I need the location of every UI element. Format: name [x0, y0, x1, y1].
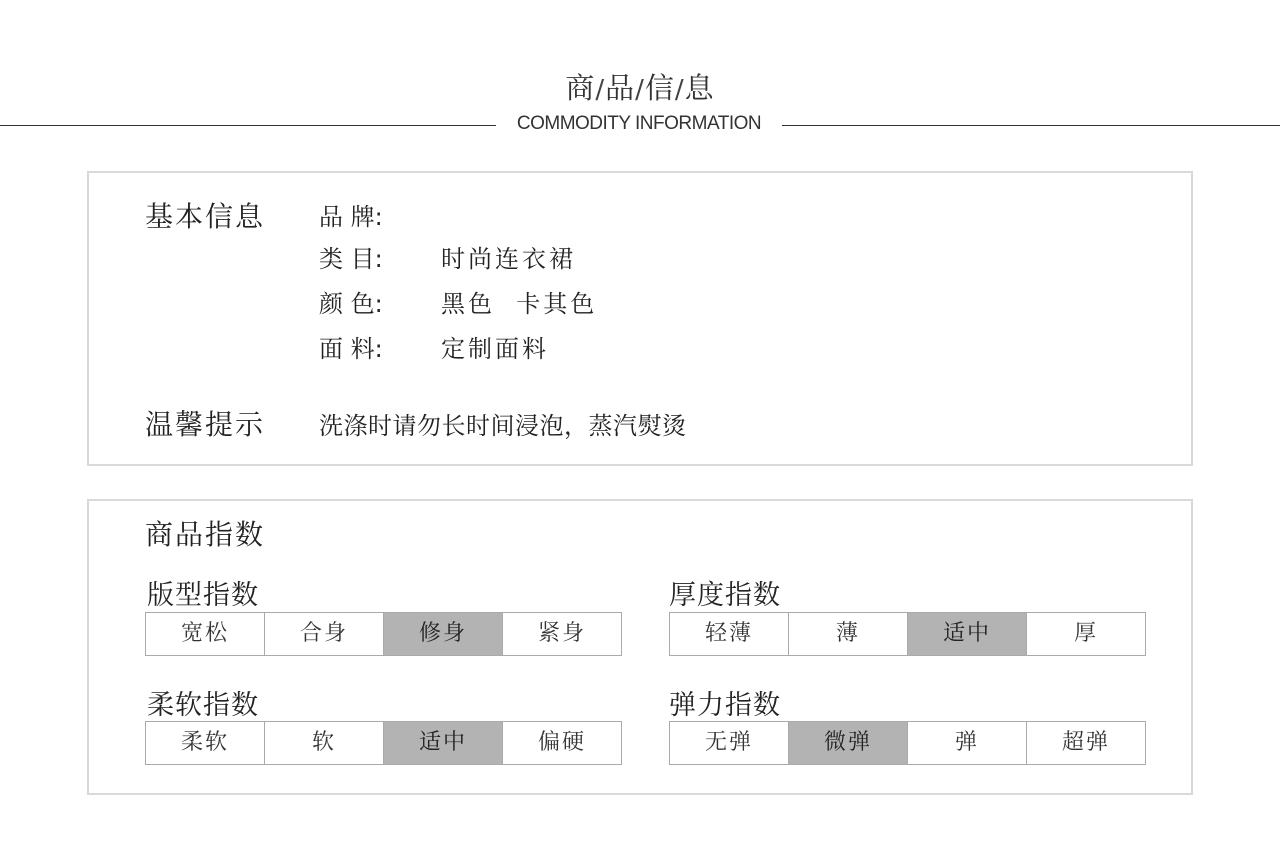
fit-index-scale [145, 612, 622, 656]
scale-option: 无弹 [670, 722, 789, 764]
divider-left [0, 125, 496, 126]
title-char: 息 [684, 71, 715, 105]
scale-option: 合身 [265, 613, 384, 655]
softness-index-title: 柔软指数 [147, 690, 259, 721]
info-row-brand [319, 197, 441, 229]
scale-option: 紧身 [537, 621, 586, 646]
info-value: 时尚连衣裙 [441, 245, 576, 273]
slash-separator: / [595, 75, 606, 105]
softness-index-scale [145, 721, 622, 765]
info-value: 黑色 卡其色 [441, 290, 598, 318]
scale-option: 宽松 [146, 613, 265, 655]
info-value: 定制面料 [441, 335, 549, 363]
tips-label: 温馨提示 [145, 408, 266, 441]
slash-separator: / [635, 75, 645, 105]
slash-separator: / [674, 75, 685, 105]
tips-text: 洗涤时请勿长时间浸泡，蒸汽熨烫 [319, 412, 687, 440]
scale-option: 厚 [1073, 621, 1098, 646]
title-char: 品 [605, 71, 636, 105]
info-key: 类 目: [319, 245, 383, 273]
scale-option: 轻薄 [670, 613, 789, 655]
elasticity-index-title: 弹力指数 [669, 690, 781, 721]
scale-option: 薄 [789, 613, 908, 655]
info-row-color [319, 284, 597, 316]
fit-index-title: 版型指数 [147, 580, 259, 611]
scale-option-selected: 微弹 [789, 722, 908, 764]
page-title [0, 66, 1280, 107]
info-key: 颜 色: [319, 290, 383, 318]
title-char: 信 [644, 71, 675, 105]
scale-option-selected: 适中 [908, 613, 1027, 655]
product-index-panel [87, 499, 1193, 795]
title-char: 商 [565, 71, 596, 105]
scale-option: 软 [265, 722, 384, 764]
info-key: 面 料: [319, 335, 383, 363]
product-index-label: 商品指数 [145, 518, 266, 551]
thickness-index-scale [669, 612, 1146, 656]
scale-option: 柔软 [146, 722, 265, 764]
thickness-index-title: 厚度指数 [669, 580, 781, 611]
page-subtitle: COMMODITY INFORMATION [516, 113, 762, 134]
info-row-category [319, 239, 576, 271]
elasticity-index-scale [669, 721, 1146, 765]
scale-option: 弹 [908, 722, 1027, 764]
info-row-fabric [319, 329, 549, 361]
scale-option: 偏硬 [537, 730, 586, 755]
divider-right [782, 125, 1280, 126]
basic-info-panel [87, 171, 1193, 466]
info-key: 品 牌: [319, 203, 383, 231]
basic-info-label: 基本信息 [145, 200, 266, 233]
scale-option: 超弹 [1061, 730, 1110, 755]
scale-option-selected: 修身 [384, 613, 503, 655]
scale-option-selected: 适中 [384, 722, 503, 764]
